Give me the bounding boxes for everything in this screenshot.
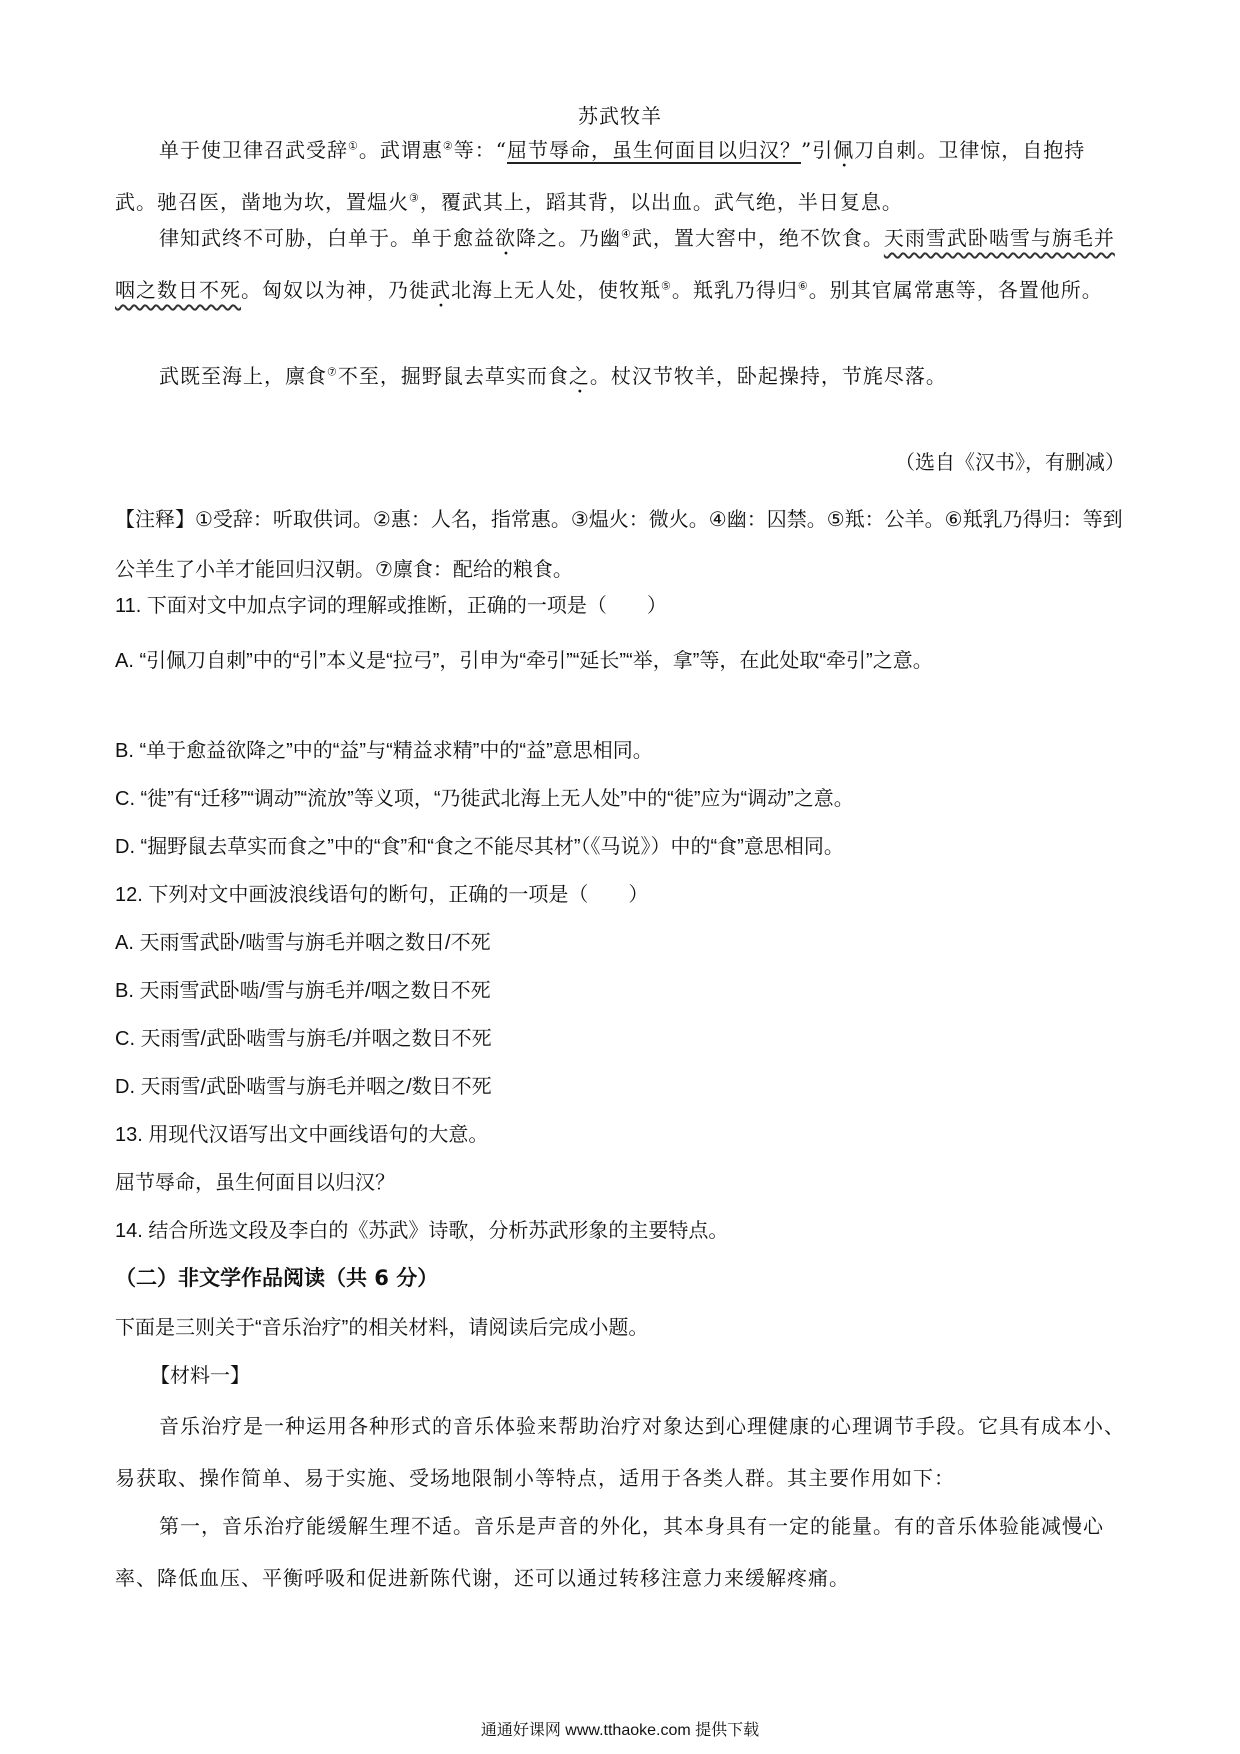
question-12: 12. 下列对文中画波浪线语句的断句，正确的一项是（ ） bbox=[115, 884, 649, 906]
dotted-char-shi: 食 bbox=[547, 364, 569, 388]
question-11-option-d: D. “掘野鼠去草实而食之”中的“食”和“食之不能尽其材”（《马说》）中的“食”意思相同。 bbox=[115, 836, 844, 858]
section-intro: 下面是三则关于“音乐治疗”的相关材料，请阅读后完成小题。 bbox=[115, 1317, 649, 1339]
passage-paragraph-3: 武既至海上，廪食⑦不至，掘野鼠去草实而食之。杖汉节牧羊，卧起操持，节旄尽落。 bbox=[159, 364, 947, 388]
question-12-option-a: A. 天雨雪武卧/啮雪与旃毛并咽之数日/不死 bbox=[115, 932, 491, 954]
material-1-label: 【材料一】 bbox=[150, 1365, 250, 1387]
passage-title: 苏武牧羊 bbox=[578, 104, 662, 128]
dotted-char-xi: 徙 bbox=[409, 278, 430, 302]
dotted-char-yin: 引 bbox=[812, 138, 834, 162]
question-11-option-b: B. “单于愈益欲降之”中的“益”与“精益求精”中的“益”意思相同。 bbox=[115, 740, 653, 762]
wavy-underlined-sentence: 天雨雪武卧啮雪与旃毛并咽之数日不死 bbox=[115, 226, 1115, 302]
passage-paragraph-2: 律知武终不可胁，白单于。单于愈益欲降之。乃幽④武，置大窖中，绝不饮食。天雨雪武卧啮雪与旃毛并咽之数日不死。匈奴以为神，乃徙武北海上无人处，使牧羝⑤。羝乳乃得归⑥。别其官属常惠等，各置他所。 bbox=[115, 226, 1115, 302]
source-citation: （选自《汉书》，有删减） bbox=[895, 450, 1125, 474]
question-11-option-c: C. “徙”有“迁移”“调动”“流放”等义项，“乃徙武北海上无人处”中的“徙”应为“调动”之意。 bbox=[115, 788, 854, 810]
question-13-sentence: 屈节辱命，虽生何面目以归汉？ bbox=[115, 1172, 395, 1194]
underlined-sentence: 屈节辱命，虽生何面目以归汉？ bbox=[506, 138, 801, 162]
question-13: 13. 用现代汉语写出文中画线语句的大意。 bbox=[115, 1124, 489, 1146]
question-11-option-a: A. “引佩刀自刺”中的“引”本义是“拉弓”，引申为“牵引”“延长”“举，拿”等，在此处取“牵引”之意。 bbox=[115, 650, 933, 672]
question-12-option-b: B. 天雨雪武卧啮/雪与旃毛并/咽之数日不死 bbox=[115, 980, 491, 1002]
question-11: 11. 下面对文中加点字词的理解或推断，正确的一项是（ ） bbox=[115, 595, 667, 617]
material-1-paragraph-1: 音乐治疗是一种运用各种形式的音乐体验来帮助治疗对象达到心理健康的心理调节手段。它具有成本小、易获取、操作简单、易于实施、受场地限制小等特点，适用于各类人群。其主要作用如下： bbox=[115, 1414, 1125, 1490]
page-footer: 通通好课网 www.tthaoke.com 提供下载 bbox=[480, 1722, 760, 1739]
question-12-option-d: D. 天雨雪/武卧啮雪与旃毛并咽之/数日不死 bbox=[115, 1076, 492, 1098]
question-12-option-c: C. 天雨雪/武卧啮雪与旃毛/并咽之数日不死 bbox=[115, 1028, 492, 1050]
material-1-paragraph-2: 第一，音乐治疗能缓解生理不适。音乐是声音的外化，其本身具有一定的能量。有的音乐体验能减慢心率、降低血压、平衡呼吸和促进新陈代谢，还可以通过转移注意力来缓解疼痛。 bbox=[115, 1514, 1104, 1590]
section-heading: （二）非文学作品阅读（共 6 分） bbox=[115, 1266, 439, 1290]
question-14: 14. 结合所选文段及李白的《苏武》诗歌，分析苏武形象的主要特点。 bbox=[115, 1220, 729, 1242]
dotted-char-yi: 益 bbox=[474, 226, 495, 250]
annotations: 【注释】①受辞：听取供词。②惠：人名，指常惠。③煴火：微火。④幽：囚禁。⑤羝：公羊。⑥羝乳乃得归：等到公羊生了小羊才能回归汉朝。⑦廪食：配给的粮食。 bbox=[115, 509, 1123, 581]
passage-paragraph-1: 单于使卫律召武受辞①。武谓惠②等：“屈节辱命，虽生何面目以归汉？”引佩刀自刺。卫律惊，自抱持武。驰召医，凿地为坎，置煴火③，覆武其上，蹈其背，以出血。武气绝，半日复息。 bbox=[115, 138, 1086, 214]
